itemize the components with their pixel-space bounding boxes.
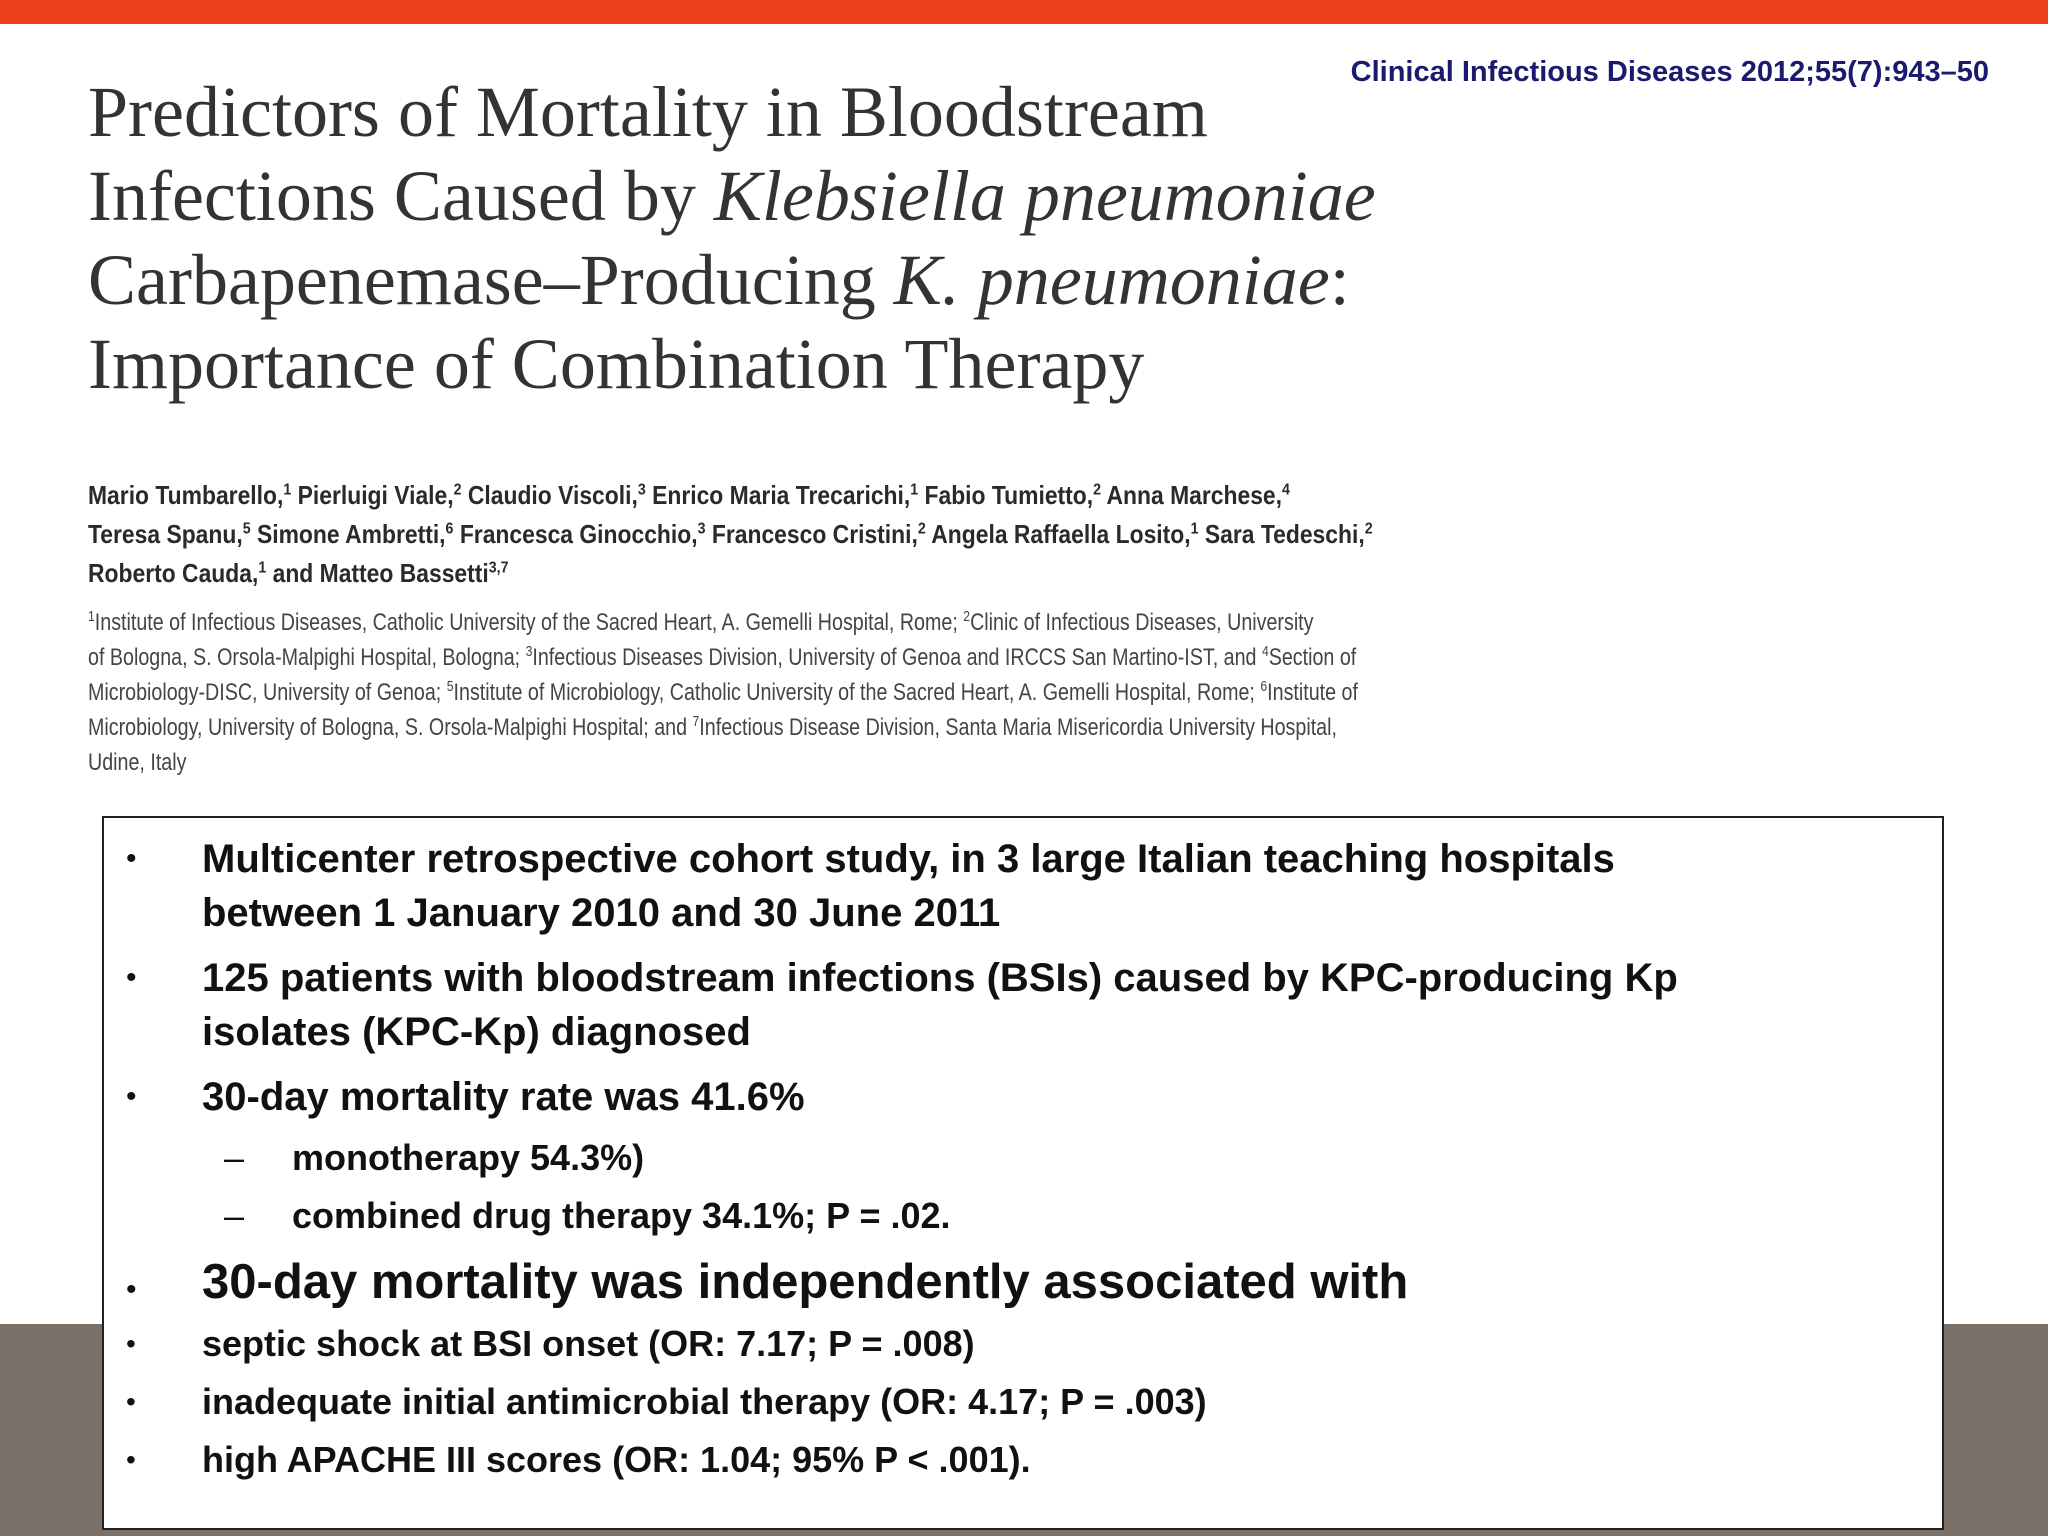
author: Mario Tumbarello, <box>88 480 284 510</box>
author: Teresa Spanu, <box>88 519 243 549</box>
article-title <box>88 70 1488 406</box>
author: Simone Ambretti, <box>256 519 446 549</box>
author: Pierluigi Viale, <box>297 480 454 510</box>
title-line-4: Importance of Combination Therapy <box>88 324 1145 404</box>
author: Anna Marchese, <box>1106 480 1283 510</box>
author-list <box>88 476 1461 593</box>
author: Roberto Cauda, <box>88 558 259 588</box>
author: and Matteo Bassetti <box>272 558 489 588</box>
author: Angela Raffaella Losito, <box>931 519 1191 549</box>
author: Sara Tedeschi, <box>1204 519 1365 549</box>
journal-citation: Clinical Infectious Diseases 2012;55(7):943–50 <box>1350 56 1989 88</box>
author: Francesca Ginocchio, <box>459 519 698 549</box>
author-line-3: Roberto Cauda,$^1$ and Matteo Bassetti$^{3,7}$ <box>88 558 509 588</box>
title-line-2: Infections Caused by Klebsiella pneumoniae <box>88 156 1376 236</box>
top-accent-bar <box>0 0 2048 24</box>
affiliations: $^1$Institute of Infectious Diseases, Catholic University of the Sacred Heart, A. Gemelli Hospital, Rome; $^2$Clinic of Infectious Diseases, University of Bologna, S. Orsola-Malpighi Hospital, Bologna; $^3$Infectious Diseases Division, University of Genoa and IRCCS San Martino-IST, and $^4$Section of Microbiology-DISC, University of Genoa; $^5$Institute of Microbiology, Catholic University of the Sacred Heart, A. Gemelli Hospital, Rome; $^6$Institute of Microbiology, University of Bologna, S. Orsola-Malpighi Hospital; and $^7$Infectious Disease Division, Santa Maria Misericordia University Hospital, Udine, Italy <box>88 609 1358 776</box>
author-line-1: Mario Tumbarello,$^1$ Pierluigi Viale,$^2$ Claudio Viscoli,$^3$ Enrico Maria Trecarichi,$^1$ Fabio Tumietto,$^2$ Anna Marchese,$^4$ <box>88 480 1290 510</box>
author: Claudio Viscoli, <box>467 480 638 510</box>
author: Fabio Tumietto, <box>924 480 1094 510</box>
title-line-1: Predictors of Mortality in Bloodstream <box>88 72 1208 152</box>
author-line-2: Teresa Spanu,$^5$ Simone Ambretti,$^6$ Francesca Ginocchio,$^3$ Francesco Cristini,$^2$ Angela Raffaella Losito,$^1$ Sara Tedeschi,$^2$ <box>88 519 1373 549</box>
summary-box: • Multicenter retrospective cohort study, in 3 large Italian teaching hospitals between 1 January 2010 and 30 June 2011 • 125 patients with bloodstream infections (BSIs) caused by KPC-producing Kp isolates (KPC-Kp) diagnosed • 30-day mortality rate was 41.6% – monotherapy 54.3%) – combined drug therapy 34.1%; P = .02. • 30-day mortality was independently associated with • septic shock at BSI onset (OR: 7.17; P = .008) • inadequate initial antimicrobial therapy (OR: 4.17; P = .003) • high APACHE III scores (OR: 1.04; 95% P < .001). <box>102 816 1944 1530</box>
author: Enrico Maria Trecarichi, <box>652 480 911 510</box>
affiliation-text: Institute of Infectious Diseases, Catholic University of the Sacred Heart, A. Gemelli Hospital, Rome; <box>94 609 964 636</box>
title-line-3: Carbapenemase–Producing K. pneumoniae: <box>88 240 1350 320</box>
author: Francesco Cristini, <box>711 519 918 549</box>
